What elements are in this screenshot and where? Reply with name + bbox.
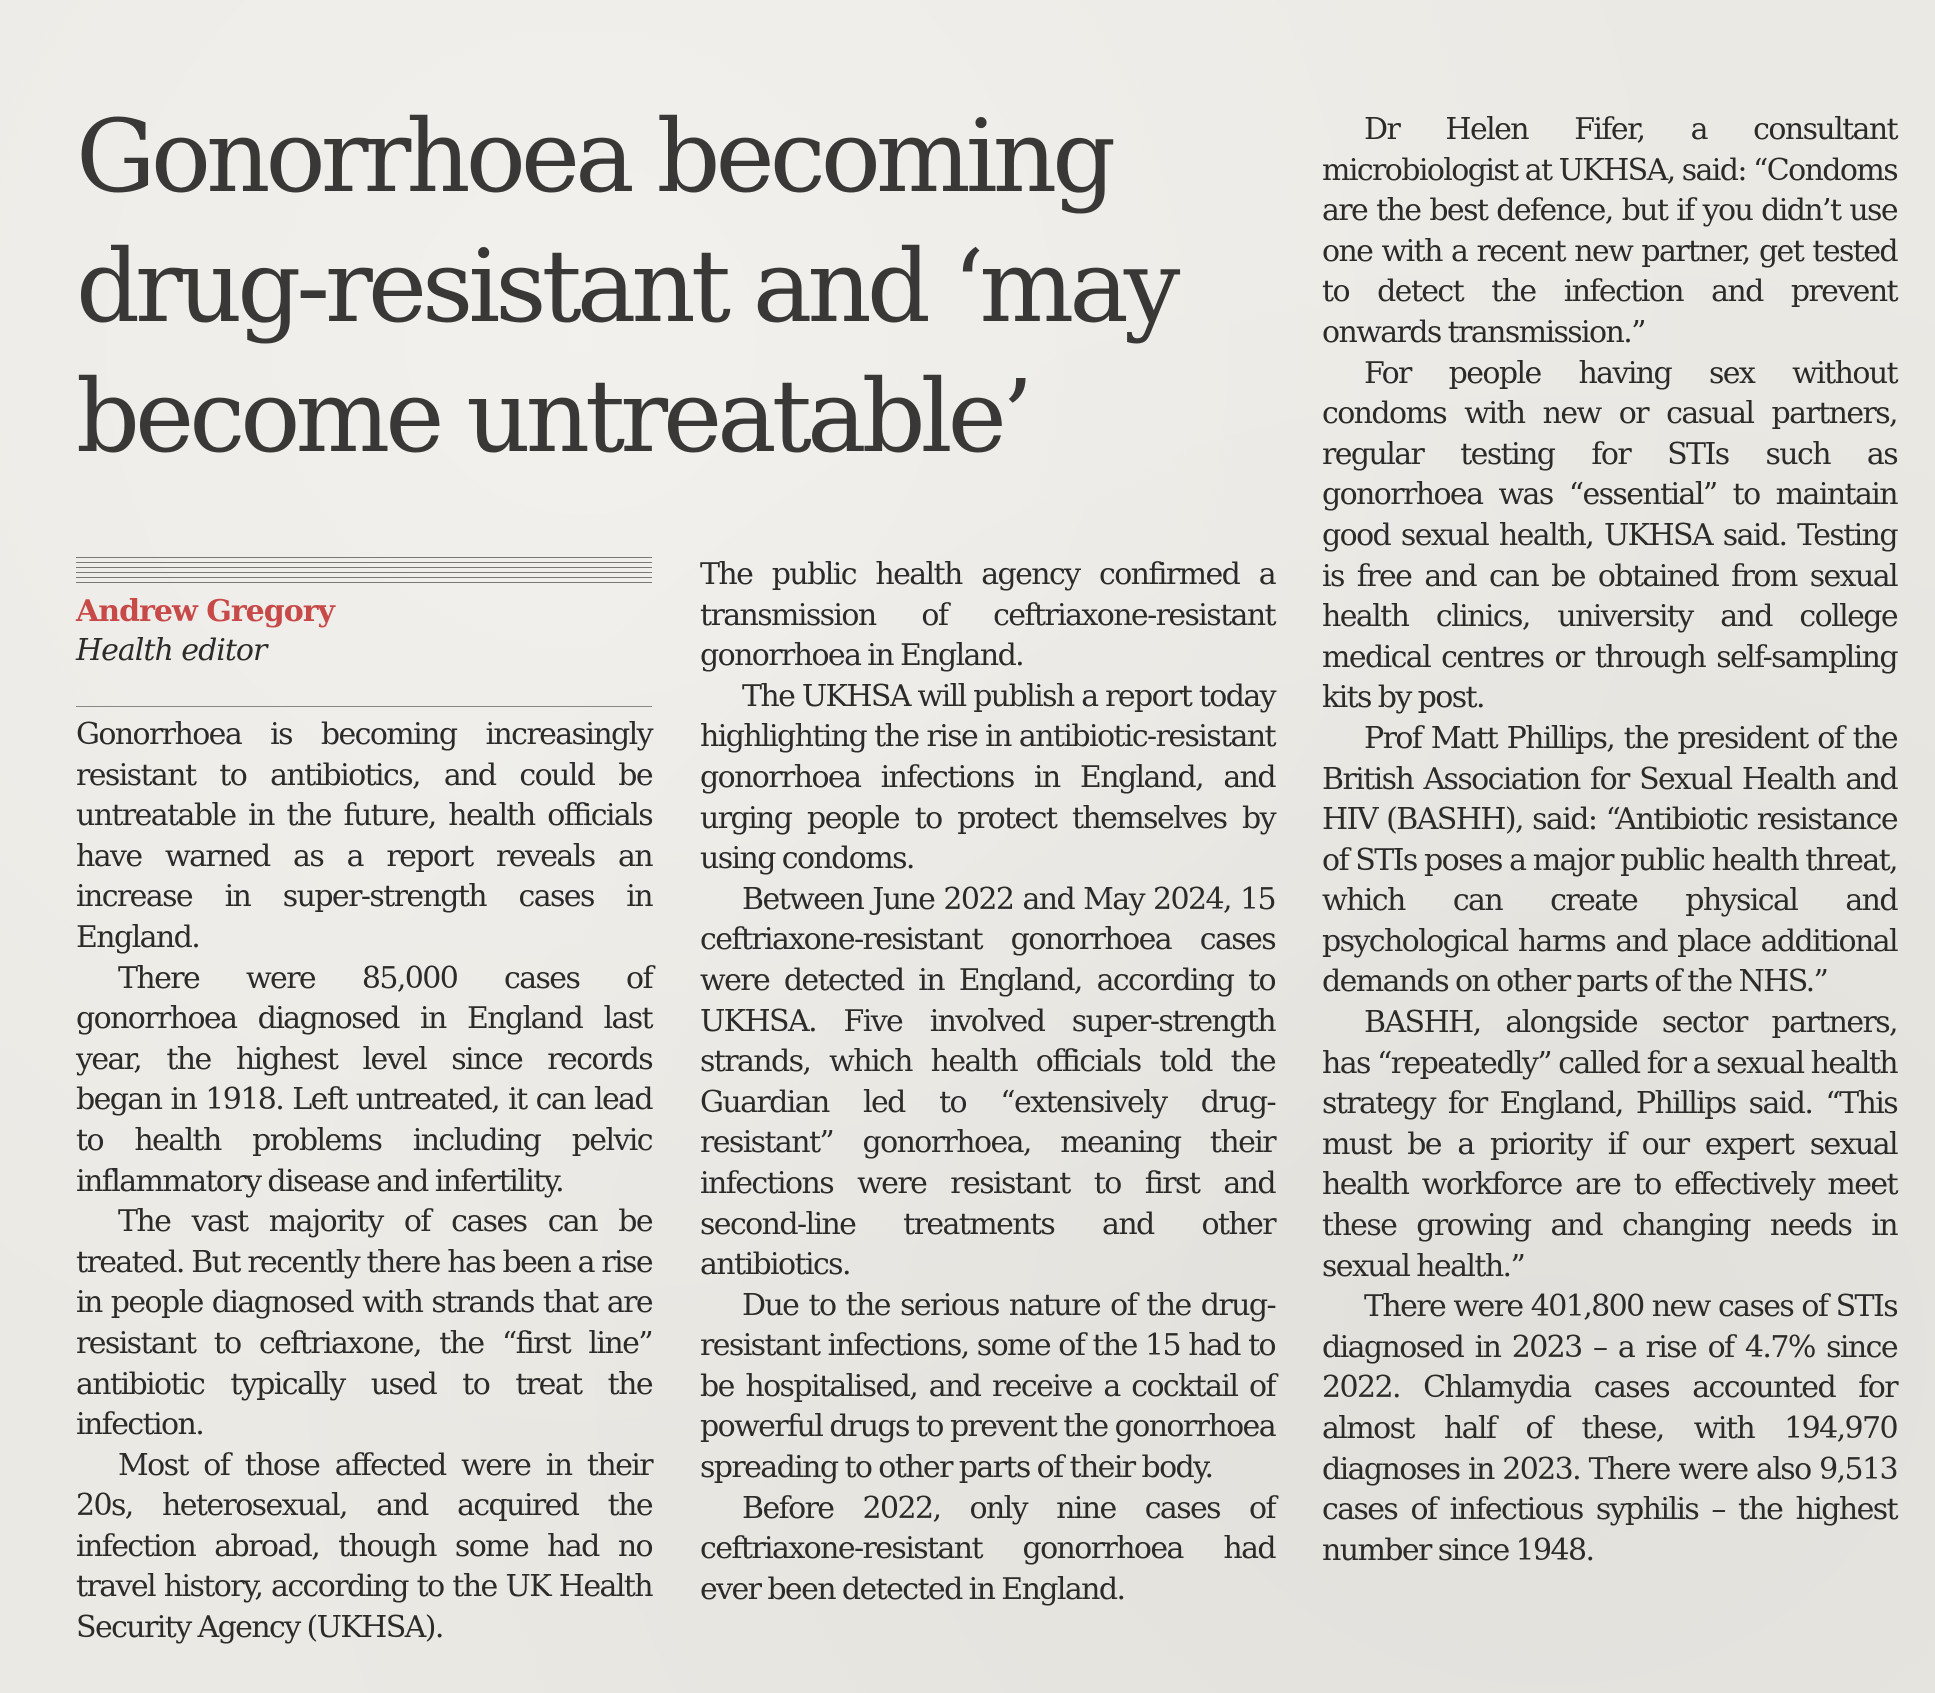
column-3 xyxy=(1322,110,1897,1571)
paragraph-9: Before 2022, only nine cases of ceftriaxone-resistant gonorrhoea had ever been detected in England. xyxy=(700,1490,1275,1607)
paragraph-3: The vast majority of cases can be treated. But recently there has been a rise in people diagnosed with strands that are resistant to ceftriaxone, the “first line” antibiotic typically used to treat the infection. xyxy=(76,1204,652,1443)
paragraph-6: The UKHSA will publish a report today highlighting the rise in antibiotic-resistant gonorrhoea infections in England, and urging people to protect themselves by using condoms. xyxy=(700,678,1275,877)
column-1 xyxy=(76,715,652,1649)
paragraph-11: For people having sex without condoms with new or casual partners, regular testing for STIs such as gonorrhoea was “essential” to maintain good sexual health, UKHSA said. Testing is free and can be obtained from sexual health clinics, university and college medical centres or through self-sampling kits by post. xyxy=(1322,355,1897,716)
byline-divider xyxy=(76,706,652,707)
paragraph-4: Most of those affected were in their 20s, heterosexual, and acquired the infection abroad, though some had no travel history, according to the UK Health Security Agency (UKHSA). xyxy=(76,1447,652,1646)
paragraph-10: Dr Helen Fifer, a consultant microbiologist at UKHSA, said: “Condoms are the best defence, but if you didn’t use one with a recent new partner, get tested to detect the infection and prevent onwards transmission.” xyxy=(1322,112,1897,350)
paragraph-1: Gonorrhoea is becoming increasingly resistant to antibiotics, and could be untreatable in the future, health officials have warned as a report reveals an increase in super-strength cases in England. xyxy=(76,717,652,955)
paragraph-13: BASHH, alongside sector partners, has “repeatedly” called for a sexual health strategy for England, Phillips said. “This must be a priority if our expert sexual health workforce are to effectively meet these growing and changing needs in sexual health.” xyxy=(1322,1005,1897,1284)
paragraph-14: There were 401,800 new cases of STIs diagnosed in 2023 – a rise of 4.7% since 2022. Chlamydia cases accounted for almost half of these, with 194,970 diagnoses in 2023. There were also 9,513 cases of infectious syphilis – the highest number since 1948. xyxy=(1322,1289,1897,1568)
paragraph-5: The public health agency confirmed a transmission of ceftriaxone-resistant gonorrhoea in England. xyxy=(700,557,1275,674)
byline-role: Health editor xyxy=(76,633,267,668)
byline-author: Andrew Gregory xyxy=(76,594,334,629)
paragraph-12: Prof Matt Phillips, the president of the British Association for Sexual Health and HIV (BASHH), said: “Antibiotic resistance of STIs poses a major public health threat, which can create physical and psychological harms and place additional demands on other parts of the NHS.” xyxy=(1322,720,1897,1000)
headline: Gonorrhoea becoming drug-resistant and ‘may become untreatable’ xyxy=(76,98,1176,475)
paragraph-7: Between June 2022 and May 2024, 15 ceftriaxone-resistant gonorrhoea cases were detected in England, according to UKHSA. Five involved super-strength strands, which health officials told the Guardian led to “extensively drug-resistant” gonorrhoea, meaning their infections were resistant to first and second-line treatments and other antibiotics. xyxy=(700,881,1275,1283)
column-2 xyxy=(700,555,1275,1610)
paragraph-8: Due to the serious nature of the drug-resistant infections, some of the 15 had to be hospitalised, and receive a cocktail of powerful drugs to prevent the gonorrhoea spreading to other parts of their body. xyxy=(700,1287,1275,1486)
paragraph-2: There were 85,000 cases of gonorrhoea diagnosed in England last year, the highest level since records began in 1918. Left untreated, it can lead to health problems including pelvic inflammatory disease and infertility. xyxy=(76,960,652,1199)
byline-rules xyxy=(76,557,652,583)
